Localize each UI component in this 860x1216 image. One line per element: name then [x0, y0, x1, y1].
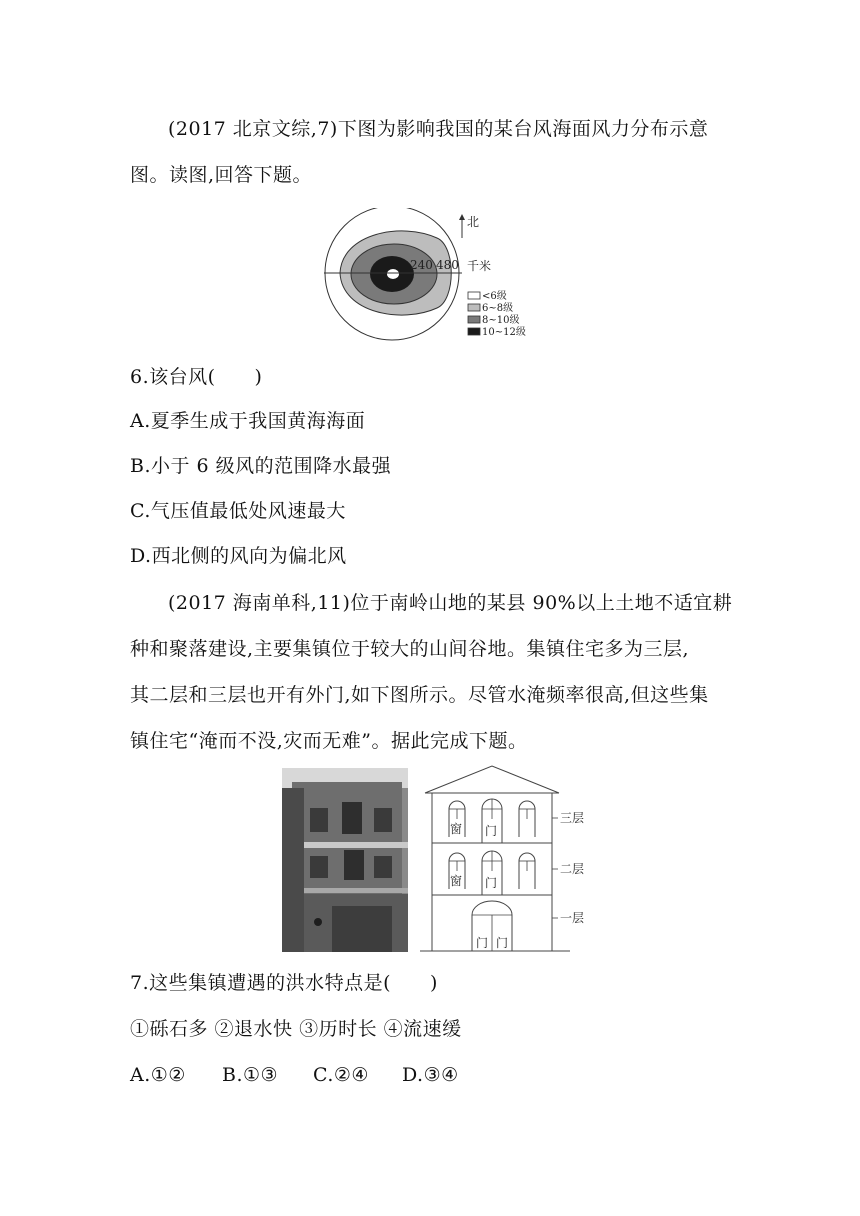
legend-swatch-8-10: [468, 316, 480, 323]
door-label-1f-right: 门: [496, 936, 509, 950]
passage1-line1: (2017 北京文综,7)下图为影响我国的某台风海面风力分布示意: [168, 118, 709, 140]
legend-label-8-10: 8~10级: [482, 315, 520, 326]
legend-swatch-lt6: [468, 292, 480, 299]
window-label-2f: 窗: [450, 874, 463, 888]
door-label-3f: 门: [485, 824, 498, 838]
passage2-line4: 镇住宅“淹而不没,灾而无难”。据此完成下题。: [130, 730, 528, 752]
q7-stem: 7.这些集镇遭遇的洪水特点是( ): [130, 972, 438, 994]
house-diagram: [420, 763, 590, 955]
q6-stem: 6.该台风( ): [130, 366, 263, 388]
legend-label-lt6: <6级: [482, 291, 507, 302]
floor-label-2: 二层: [560, 862, 585, 876]
q6-option-a: A.夏季生成于我国黄海海面: [130, 410, 366, 432]
typhoon-wind-map: [322, 208, 542, 342]
legend-label-6-8: 6~8级: [482, 303, 514, 314]
q6-option-d: D.西北侧的风向为偏北风: [130, 545, 347, 567]
floor-label-3: 三层: [560, 811, 585, 825]
door-label-2f: 门: [485, 876, 498, 890]
house-photo: [282, 768, 408, 952]
q7-option-d: D.③④: [402, 1064, 459, 1086]
q7-option-b: B.①③: [222, 1064, 279, 1086]
q7-option-a: A.①②: [130, 1064, 186, 1086]
legend-swatch-6-8: [468, 304, 480, 311]
passage2-line3: 其二层和三层也开有外门,如下图所示。尽管水淹频率很高,但这些集: [130, 684, 709, 706]
passage1-line2: 图。读图,回答下题。: [130, 164, 313, 186]
passage2-line1: (2017 海南单科,11)位于南岭山地的某县 90%以上土地不适宜耕: [168, 592, 733, 614]
q6-option-c: C.气压值最低处风速最大: [130, 500, 346, 522]
window-label-3f: 窗: [450, 822, 463, 836]
q7-option-c: C.②④: [313, 1064, 369, 1086]
typhoon-eye: [387, 269, 399, 279]
north-arrow-head-icon: [459, 214, 465, 220]
north-label: 北: [467, 215, 480, 229]
passage2-line2: 种和聚落建设,主要集镇位于较大的山间谷地。集镇住宅多为三层,: [130, 638, 690, 660]
legend: [468, 290, 526, 338]
q7-items: ①砾石多 ②退水快 ③历时长 ④流速缓: [130, 1018, 462, 1040]
scale-240: 240: [410, 258, 433, 272]
roof: [425, 766, 559, 793]
door-label-1f-left: 门: [476, 936, 489, 950]
scale-unit: 千米: [467, 259, 492, 273]
scale-480: 480: [436, 258, 459, 272]
legend-swatch-10-12: [468, 328, 480, 335]
q6-option-b: B.小于 6 级风的范围降水最强: [130, 455, 392, 477]
floor-label-1: 一层: [560, 911, 585, 925]
legend-label-10-12: 10~12级: [482, 327, 526, 338]
